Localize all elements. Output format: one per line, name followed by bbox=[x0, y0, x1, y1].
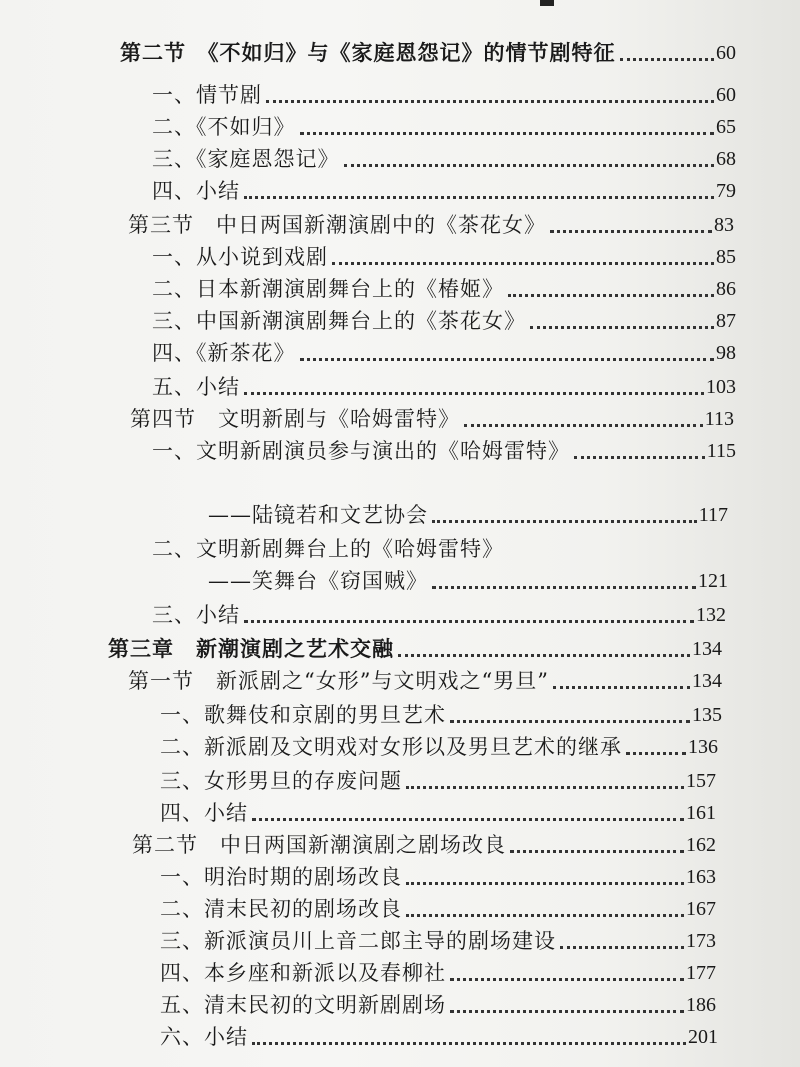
leader-dots bbox=[620, 58, 715, 61]
toc-entry-title: 二、《不如归》 bbox=[152, 115, 296, 139]
toc-entry bbox=[152, 338, 736, 368]
toc-entry bbox=[152, 534, 728, 564]
leader-dots bbox=[553, 686, 690, 689]
toc-entry-page: 60 bbox=[716, 42, 736, 64]
toc-entry-title: 四、小结 bbox=[152, 179, 240, 203]
toc-entry-title: ——笑舞台《窃国贼》 bbox=[208, 569, 428, 593]
leader-dots bbox=[560, 946, 684, 949]
toc-entry-page: 177 bbox=[686, 962, 716, 984]
toc-entry bbox=[160, 798, 716, 828]
toc-entry bbox=[208, 500, 728, 530]
toc-entry-title: 第二节 《不如归》与《家庭恩怨记》的情节剧特征 bbox=[120, 40, 616, 65]
toc-entry-page: 83 bbox=[714, 214, 734, 236]
leader-dots bbox=[266, 100, 714, 103]
leader-dots bbox=[244, 392, 704, 395]
toc-entry-page: 162 bbox=[686, 834, 716, 856]
toc-entry-title: 第四节 文明新剧与《哈姆雷特》 bbox=[130, 407, 460, 431]
toc-entry-title: 四、本乡座和新派以及春柳社 bbox=[160, 961, 446, 985]
toc-entry-title: 第三节 中日两国新潮演剧中的《茶花女》 bbox=[128, 213, 546, 237]
leader-dots bbox=[432, 586, 696, 589]
toc-entry bbox=[128, 210, 734, 240]
toc-entry bbox=[128, 666, 722, 696]
toc-entry-title: 三、小结 bbox=[152, 603, 240, 627]
toc-entry-title: 六、小结 bbox=[160, 1025, 248, 1049]
toc-entry bbox=[160, 990, 716, 1020]
toc-entry-title: 第二节 中日两国新潮演剧之剧场改良 bbox=[132, 833, 506, 857]
toc-entry-title: 一、明治时期的剧场改良 bbox=[160, 865, 402, 889]
toc-entry bbox=[160, 862, 716, 892]
toc-entry bbox=[130, 404, 734, 434]
leader-dots bbox=[244, 196, 714, 199]
toc-entry bbox=[152, 112, 736, 142]
toc-entry-page: 157 bbox=[686, 770, 716, 792]
toc-entry bbox=[152, 144, 736, 174]
toc-entry-page: 161 bbox=[686, 802, 716, 824]
toc-entry-page: 65 bbox=[716, 116, 736, 138]
toc-entry bbox=[160, 958, 716, 988]
toc-entry-title: 一、情节剧 bbox=[152, 83, 262, 107]
toc-entry bbox=[132, 830, 716, 860]
toc-entry-page: 98 bbox=[716, 342, 736, 364]
leader-dots bbox=[252, 818, 684, 821]
toc-entry bbox=[152, 80, 736, 110]
toc-entry bbox=[152, 176, 736, 206]
toc-entry bbox=[152, 242, 736, 272]
leader-dots bbox=[406, 786, 684, 789]
toc-entry-title: 一、文明新剧演员参与演出的《哈姆雷特》 bbox=[152, 439, 570, 463]
leader-dots bbox=[450, 1010, 684, 1013]
toc-entry bbox=[160, 926, 716, 956]
toc-entry-page: 85 bbox=[716, 246, 736, 268]
toc-entry bbox=[152, 436, 736, 466]
toc-entry-page: 134 bbox=[692, 638, 722, 660]
leader-dots bbox=[300, 358, 715, 361]
leader-dots bbox=[332, 262, 714, 265]
toc-entry-title: 三、中国新潮演剧舞台上的《茶花女》 bbox=[152, 309, 526, 333]
toc-entry-title: 二、日本新潮演剧舞台上的《椿姬》 bbox=[152, 277, 504, 301]
leader-dots bbox=[464, 424, 703, 427]
leader-dots bbox=[406, 882, 684, 885]
leader-dots bbox=[252, 1042, 686, 1045]
toc-entry-page: 135 bbox=[692, 704, 722, 726]
toc-entry-title: 三、新派演员川上音二郎主导的剧场建设 bbox=[160, 929, 556, 953]
toc-entry-title: 四、小结 bbox=[160, 801, 248, 825]
toc-entry-title: 四、《新茶花》 bbox=[152, 341, 296, 365]
leader-dots bbox=[300, 132, 715, 135]
toc-entry-title: 五、小结 bbox=[152, 375, 240, 399]
toc-entry-page: 167 bbox=[686, 898, 716, 920]
toc-entry-page: 134 bbox=[692, 670, 722, 692]
leader-dots bbox=[450, 978, 684, 981]
toc-entry-page: 115 bbox=[706, 440, 736, 462]
toc-entry bbox=[152, 372, 736, 402]
toc-entry bbox=[108, 634, 722, 664]
toc-entry-title: 五、清末民初的文明新剧剧场 bbox=[160, 993, 446, 1017]
toc-entry bbox=[208, 566, 728, 596]
toc-entry-page: 79 bbox=[716, 180, 736, 202]
toc-entry-page: 68 bbox=[716, 148, 736, 170]
leader-dots bbox=[574, 456, 705, 459]
toc-entry-title: 一、从小说到戏剧 bbox=[152, 245, 328, 269]
toc-entry-page: 113 bbox=[704, 408, 734, 430]
toc-entry bbox=[152, 600, 726, 630]
toc-entry-page: 103 bbox=[706, 376, 736, 398]
toc-entry-page: 121 bbox=[698, 570, 728, 592]
toc-entry-page: 173 bbox=[686, 930, 716, 952]
toc-entry-page: 60 bbox=[716, 84, 736, 106]
toc-entry-title: 三、女形男旦的存废问题 bbox=[160, 769, 402, 793]
leader-dots bbox=[406, 914, 684, 917]
toc-entry-page: 132 bbox=[696, 604, 726, 626]
leader-dots bbox=[450, 720, 690, 723]
toc-entry-page: 86 bbox=[716, 278, 736, 300]
toc-entry bbox=[160, 700, 722, 730]
toc-entry-title: 三、《家庭恩怨记》 bbox=[152, 147, 340, 171]
toc-entry bbox=[152, 306, 736, 336]
toc-entry bbox=[120, 38, 736, 68]
toc-entry-page: 201 bbox=[688, 1026, 718, 1048]
leader-dots bbox=[508, 294, 714, 297]
leader-dots bbox=[432, 520, 697, 523]
toc-entry-page: 186 bbox=[686, 994, 716, 1016]
toc-entry-title: 二、新派剧及文明戏对女形以及男旦艺术的继承 bbox=[160, 735, 622, 759]
leader-dots bbox=[398, 654, 690, 657]
toc-entry bbox=[160, 1022, 718, 1052]
toc-entry-title: 一、歌舞伎和京剧的男旦艺术 bbox=[160, 703, 446, 727]
leader-dots bbox=[530, 326, 714, 329]
leader-dots bbox=[626, 752, 686, 755]
leader-dots bbox=[510, 850, 684, 853]
leader-dots bbox=[550, 230, 712, 233]
toc-entry-title: 第一节 新派剧之“女形”与文明戏之“男旦” bbox=[128, 669, 549, 693]
toc-entry-title: ——陆镜若和文艺协会 bbox=[208, 503, 428, 527]
toc-entry bbox=[160, 732, 718, 762]
toc-entry-title: 二、文明新剧舞台上的《哈姆雷特》 bbox=[152, 537, 504, 561]
toc-entry bbox=[152, 274, 736, 304]
toc-entry-page: 136 bbox=[688, 736, 718, 758]
toc-entry-page: 87 bbox=[716, 310, 736, 332]
leader-dots bbox=[244, 620, 694, 623]
toc-entry bbox=[160, 766, 716, 796]
toc-entry-title: 第三章 新潮演剧之艺术交融 bbox=[108, 636, 394, 661]
toc-entry-title: 二、清末民初的剧场改良 bbox=[160, 897, 402, 921]
leader-dots bbox=[344, 164, 715, 167]
toc-entry-page: 163 bbox=[686, 866, 716, 888]
toc-entry-page: 117 bbox=[698, 504, 728, 526]
toc-entry bbox=[160, 894, 716, 924]
